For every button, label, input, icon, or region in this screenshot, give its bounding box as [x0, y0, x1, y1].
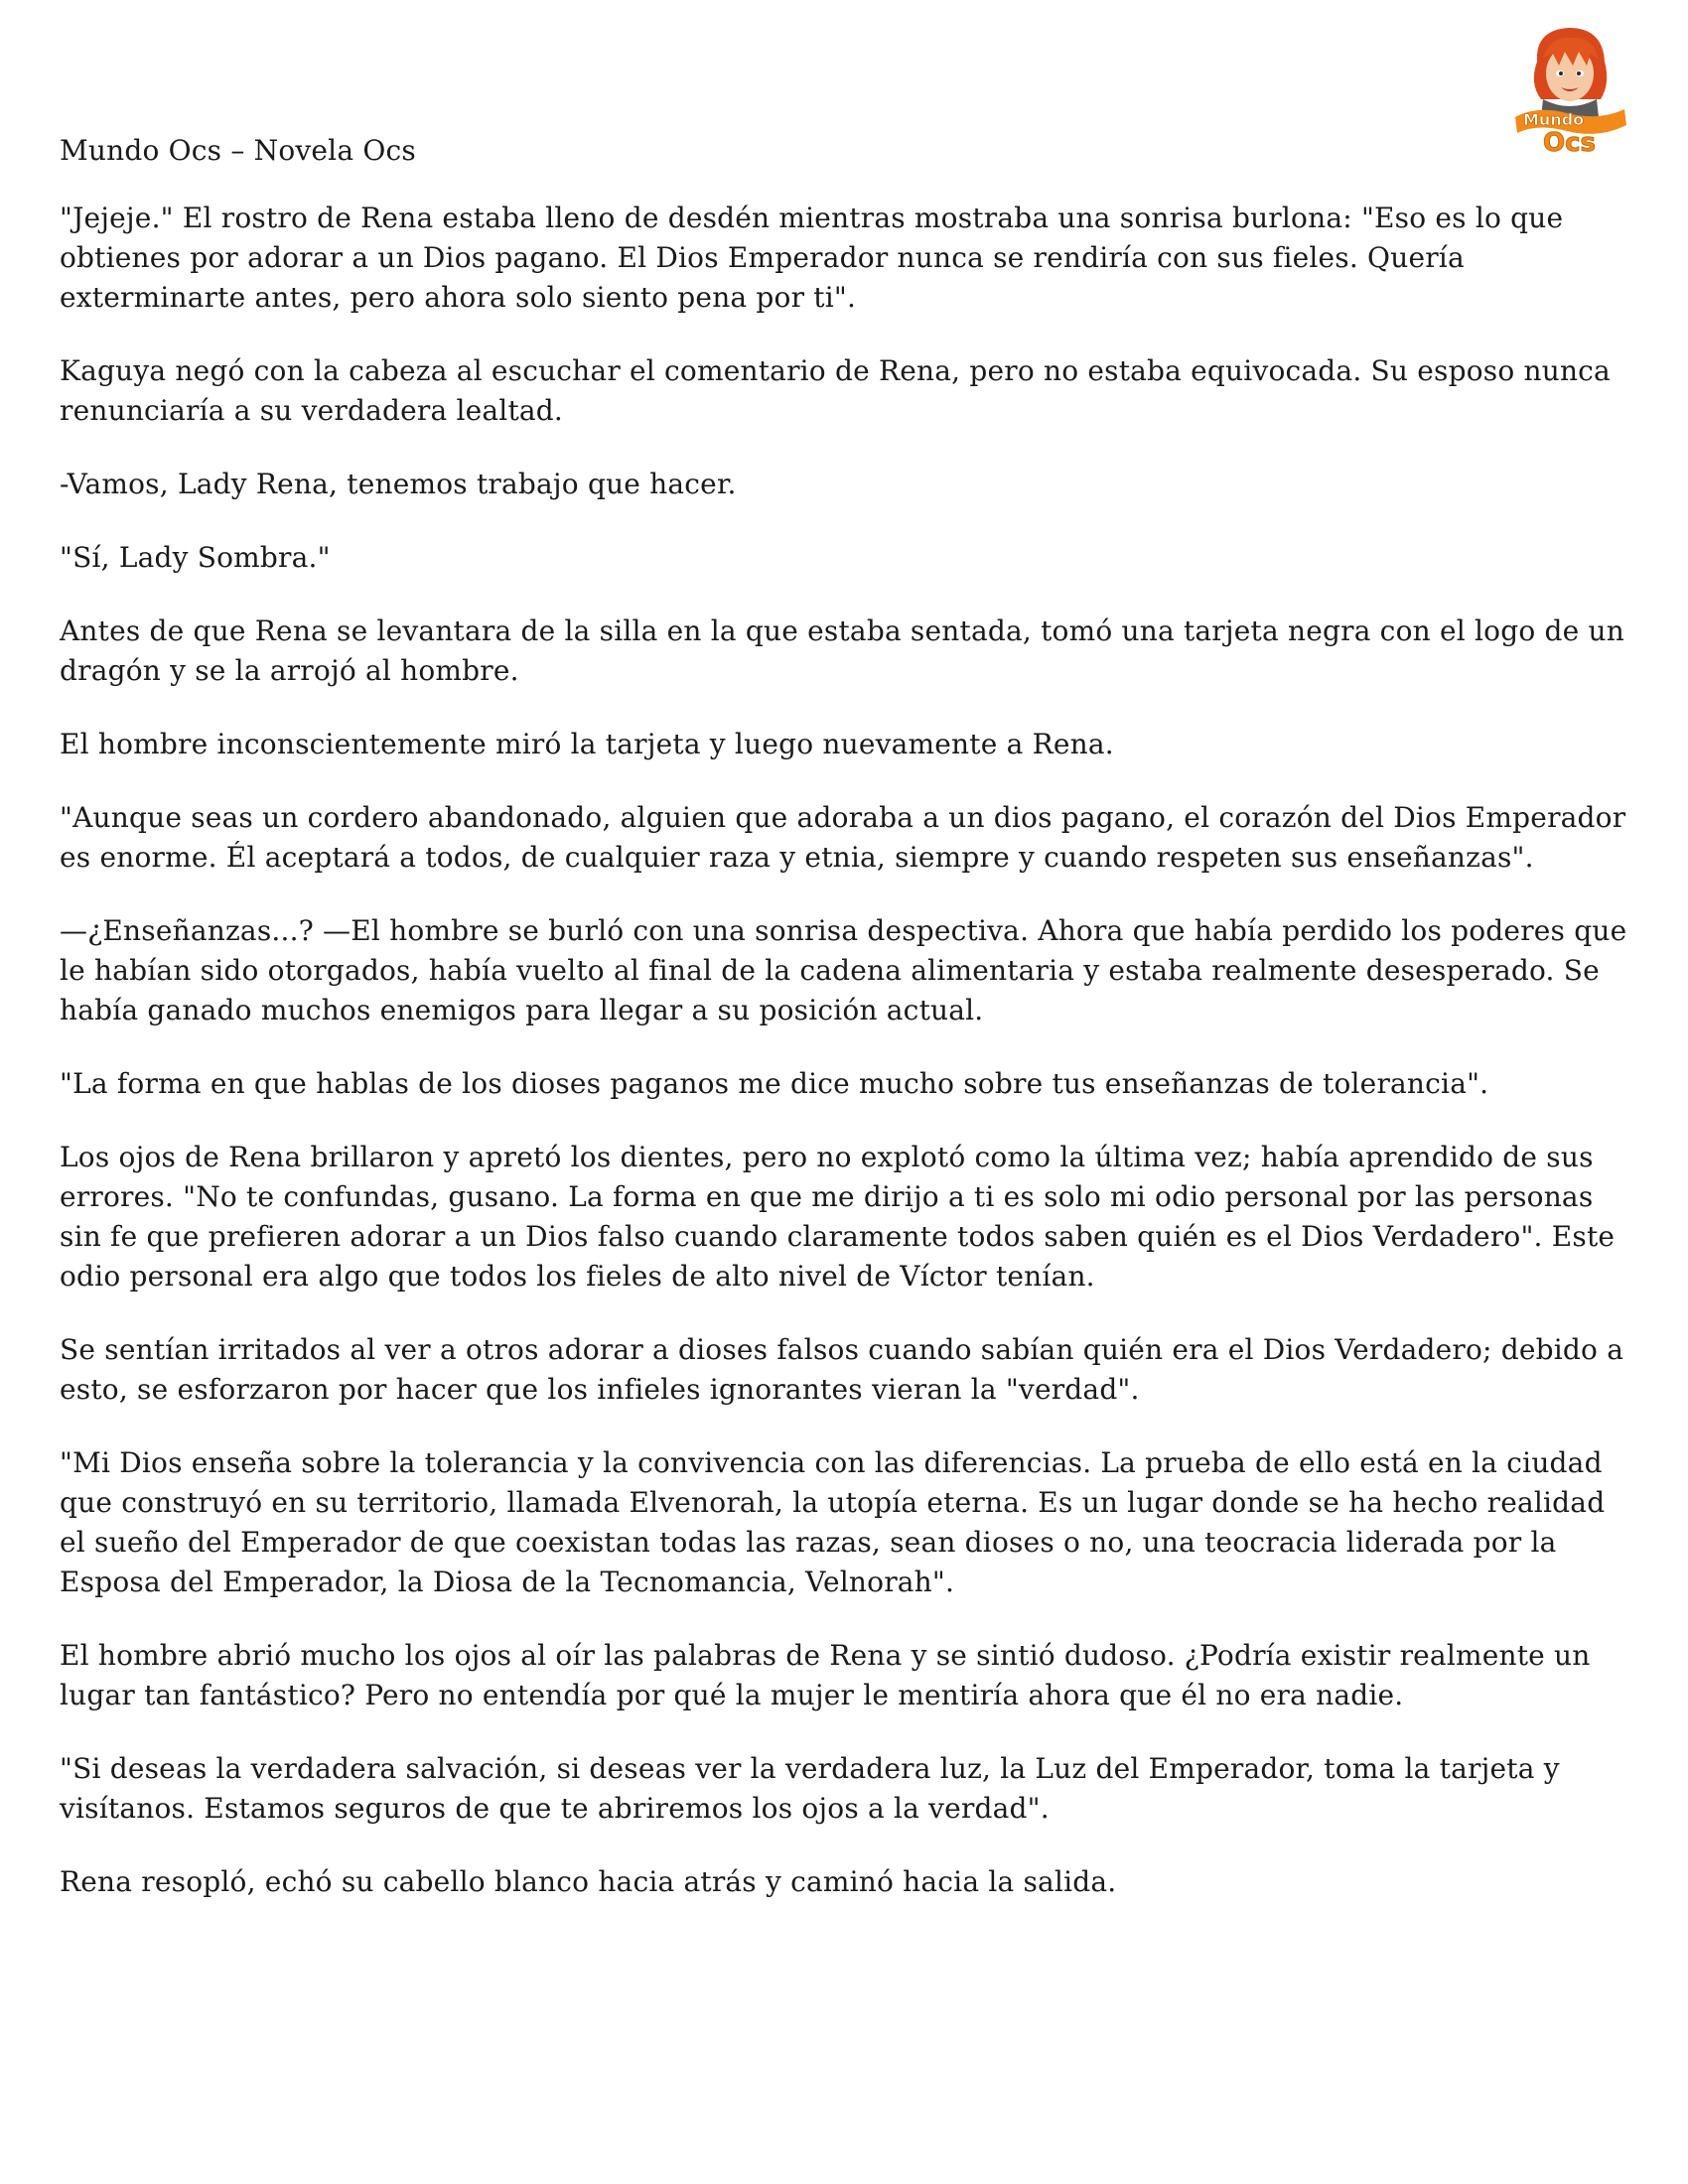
paragraph: "La forma en que hablas de los dioses paganos me dice mucho sobre tus enseñanzas de tolerancia".: [60, 1067, 1489, 1100]
paragraph: "Mi Dios enseña sobre la tolerancia y la convivencia con las diferencias. La prueba de ello está en la ciudad que construyó en su territorio, llamada Elvenorah, la utopía eterna. Es un lugar donde se ha hecho realidad el sueño del Emperador de que coexistan todas las razas, sean dioses o no, una teocracia liderada por la Esposa del Emperador, la Diosa de la Tecnomancia, Velnorah".: [60, 1446, 1606, 1598]
document-body: [60, 199, 1636, 1936]
svg-text:Ocs: Ocs: [1543, 128, 1596, 157]
paragraph: El hombre inconscientemente miró la tarjeta y luego nuevamente a Rena.: [60, 728, 1114, 760]
paragraph: "Si deseas la verdadera salvación, si deseas ver la verdadera luz, la Luz del Emperador, toma la tarjeta y visítanos. Estamos seguros de que te abriremos los ojos a la verdad".: [60, 1752, 1560, 1825]
svg-text:Mundo: Mundo: [1523, 110, 1585, 129]
paragraph: Rena resopló, echó su cabello blanco hacia atrás y caminó hacia la salida.: [60, 1865, 1117, 1898]
paragraph: Antes de que Rena se levantara de la silla en la que estaba sentada, tomó una tarjeta negra con el logo de un dragón y se la arrojó al hombre.: [60, 614, 1624, 687]
anime-character-logo-icon: [1507, 22, 1632, 157]
paragraph: -Vamos, Lady Rena, tenemos trabajo que hacer.: [60, 468, 737, 500]
paragraph: Los ojos de Rena brillaron y apretó los dientes, pero no explotó como la última vez; había aprendido de sus errores. "No te confundas, gusano. La forma en que me dirijo a ti es solo mi odio personal por las personas sin fe que prefieren adorar a un Dios falso cuando claramente todos saben quién es el Dios Verdadero". Este odio personal era algo que todos los fieles de alto nivel de Víctor tenían.: [60, 1141, 1616, 1293]
document-header: Mundo Ocs – Novela Ocs: [60, 134, 416, 167]
paragraph: El hombre abrió mucho los ojos al oír las palabras de Rena y se sintió dudoso. ¿Podría existir realmente un lugar tan fantástico? Pero no entendía por qué la mujer le mentiría ahora que él no era nadie.: [60, 1639, 1591, 1711]
paragraph: "Jejeje." El rostro de Rena estaba lleno de desdén mientras mostraba una sonrisa burlona: "Eso es lo que obtienes por adorar a un Dios pagano. El Dios Emperador nunca se rendiría con sus fieles. Quería exterminarte antes, pero ahora solo siento pena por ti".: [60, 202, 1564, 314]
paragraph: Se sentían irritados al ver a otros adorar a dioses falsos cuando sabían quién era el Dios Verdadero; debido a esto, se esforzaron por hacer que los infieles ignorantes vieran la "verdad".: [60, 1333, 1624, 1406]
paragraph: —¿Enseñanzas...? —El hombre se burló con una sonrisa despectiva. Ahora que había perdido los poderes que le habían sido otorgados, había vuelto al final de la cadena alimentaria y estaba realmente desesperado. Se había ganado muchos enemigos para llegar a su posición actual.: [60, 914, 1627, 1026]
paragraph: Kaguya negó con la cabeza al escuchar el comentario de Rena, pero no estaba equivocada. Su esposo nunca renunciaría a su verdadera lealtad.: [60, 354, 1611, 427]
paragraph: "Aunque seas un cordero abandonado, alguien que adoraba a un dios pagano, el corazón del Dios Emperador es enorme. Él aceptará a todos, de cualquier raza y etnia, siempre y cuando respeten sus enseñanzas".: [60, 801, 1626, 874]
paragraph: "Sí, Lady Sombra.": [60, 541, 331, 574]
